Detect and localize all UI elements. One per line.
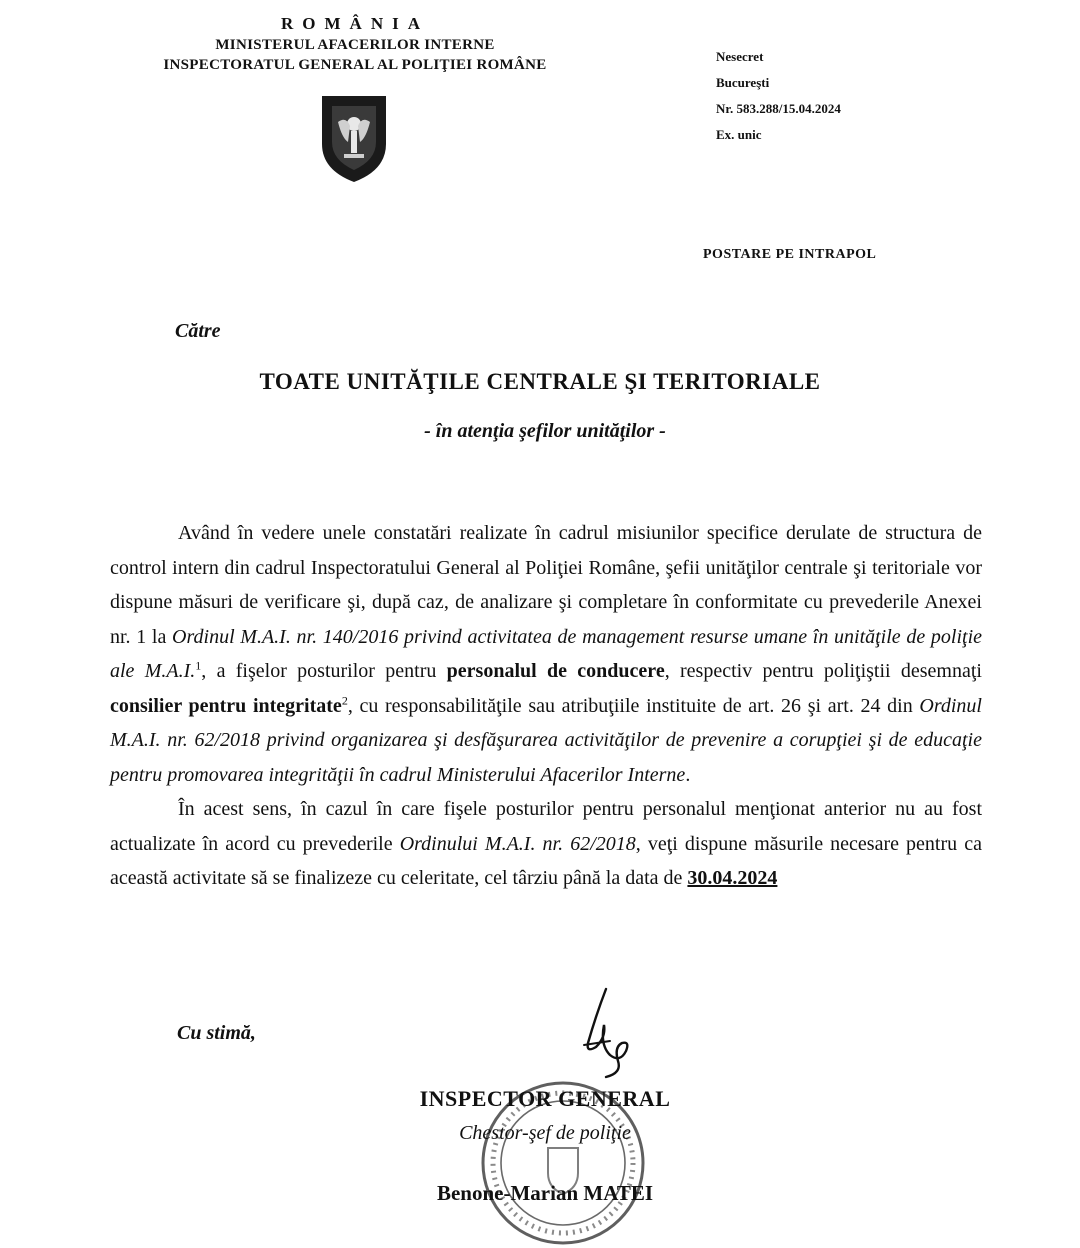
country-name: ROMÂNIA (281, 14, 429, 33)
city-label: Bucureşti (716, 75, 770, 90)
integrity-advisor: consilier pentru integritate (110, 694, 342, 717)
order-reference-62-short: Ordinului M.A.I. nr. 62/2018 (399, 832, 636, 855)
copies-label: Ex. unic (716, 127, 762, 142)
signatory-block (380, 1086, 710, 1206)
coat-of-arms-icon (318, 92, 390, 184)
handwritten-signature-icon (566, 985, 646, 1080)
recipient-title: TOATE UNITĂŢILE CENTRALE ŞI TERITORIALE (259, 369, 821, 394)
letter-body (110, 516, 982, 896)
registration-number: Nr. 583.288/15.04.2024 (716, 101, 841, 116)
ministry-name: MINISTERUL AFACERILOR INTERNE (215, 37, 495, 53)
document-registry-info (716, 44, 841, 148)
closing-regards: Cu stimă, (177, 1022, 256, 1044)
order-reference-140: Ordinul M.A.I. nr. 140/2016 privind activitatea de management resurse umane în unităţile de poliţie ale M.A.I. (110, 625, 982, 682)
to-label: Către (175, 320, 221, 342)
management-staff: personalul de conducere (446, 660, 665, 682)
footnote-2: 2 (341, 692, 348, 707)
signatory-rank: Chestor-şef de poliţie (459, 1122, 631, 1144)
order-reference-62: Ordinul M.A.I. nr. 62/2018 privind organizarea şi desfăşurarea activităţilor de prevenire a corupţiei şi de educaţie pentru promovarea integrităţii în cadrul Ministerului Afacerilor Interne (110, 694, 982, 786)
paragraph-1: Având în vedere unele constatări realizate în cadrul misiunilor specifice derulate de structura de control intern din cadrul Inspectoratului General al Poliţiei Române, şefii unităţilor centrale şi teritoriale vor dispune măsuri de verificare şi, după caz, de analizare şi completare în conformitate cu prevederile Anexei nr. 1 la Ordinul M.A.I. nr. 140/2016 privind activitatea de management resurse umane în unităţile de poliţie ale M.A.I.$^1$, a fişelor posturilor pentru personalul de conducere, respectiv pentru poliţiştii desemnaţi consilier pentru integritate$^2$, cu responsabilităţile sau atribuţiile instituite de art. 26 şi art. 24 din Ordinul M.A.I. nr. 62/2018 privind organizarea şi desfăşurarea activităţilor de prevenire a corupţiei şi de educaţie pentru promovarea integrităţii în cadrul Ministerului Afacerilor Interne. (110, 522, 982, 786)
signatory-name: Benone-Marian MATEI (436, 1181, 654, 1205)
posting-channel: POSTARE PE INTRAPOL (703, 247, 877, 262)
inspectorate-name: INSPECTORATUL GENERAL AL POLIŢIEI ROMÂNE (163, 57, 547, 73)
attention-line: - în atenţia şefilor unităţilor - (424, 420, 666, 442)
issuer-header (110, 14, 600, 74)
deadline-date: 30.04.2024 (687, 867, 778, 889)
classification-label: Nesecret (716, 49, 764, 64)
signatory-title: INSPECTOR GENERAL (419, 1086, 671, 1111)
footnote-1: 1 (195, 658, 202, 673)
paragraph-2: În acest sens, în cazul în care fişele posturilor pentru personalul menţionat anterior nu au fost actualizate în acord cu prevederile Ordinului M.A.I. nr. 62/2018, veţi dispune măsurile necesare pentru ca această activitate să se finalizeze cu celeritate, cel târziu până la data de 30.04.2024 (110, 798, 982, 889)
